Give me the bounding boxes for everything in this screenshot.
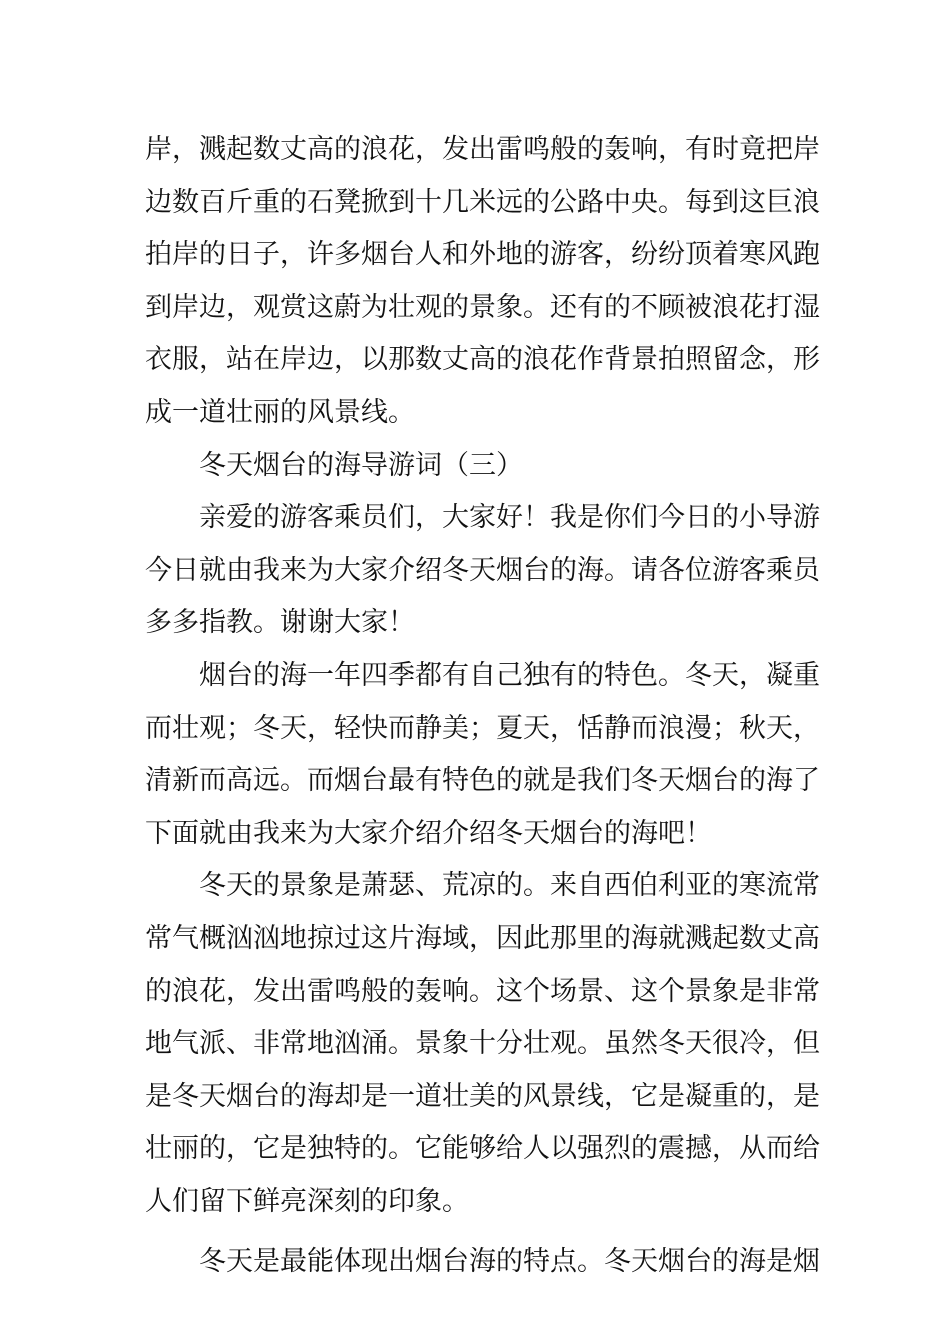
text-line: 清新而高远。而烟台最有特色的就是我们冬天烟台的海了: [145, 765, 820, 797]
text-line: 亲爱的游客乘员们，大家好！我是你们今日的小导游: [199, 502, 820, 534]
text-line: 衣服，站在岸边，以那数丈高的浪花作背景拍照留念，形: [145, 344, 820, 376]
body-text: [145, 124, 820, 1289]
paragraph-gap: [145, 1228, 810, 1236]
text-line: 的浪花，发出雷鸣般的轰响。这个场景、这个景象是非常: [145, 975, 820, 1007]
text-line: 边数百斤重的石凳掀到十几米远的公路中央。每到这巨浪: [145, 186, 820, 218]
text-line: 今日就由我来为大家介绍冬天烟台的海。请各位游客乘员: [145, 554, 820, 586]
text-line: 地气派、非常地汹涌。景象十分壮观。虽然冬天很冷，但: [145, 1028, 820, 1060]
text-line: 下面就由我来为大家介绍介绍冬天烟台的海吧！: [145, 817, 712, 849]
text-line: 岸，溅起数丈高的浪花，发出雷鸣般的轰响，有时竟把岸: [145, 134, 820, 165]
text-line: 是冬天烟台的海却是一道壮美的风景线，它是凝重的，是: [145, 1080, 820, 1112]
text-line: 拍岸的日子，许多烟台人和外地的游客，纷纷顶着寒风跑: [145, 239, 820, 271]
text-line: 多多指教。谢谢大家！: [145, 607, 415, 639]
text-line: 烟台的海一年四季都有自己独有的特色。冬天，凝重: [199, 659, 820, 691]
text-line: 人们留下鲜亮深刻的印象。: [145, 1185, 469, 1217]
text-line: 而壮观；冬天，轻快而静美；夏天，恬静而浪漫；秋天，: [145, 712, 820, 744]
text-line: 常气概汹汹地掠过这片海域，因此那里的海就溅起数丈高: [145, 922, 820, 954]
text-line: 成一道壮丽的风景线。: [145, 396, 415, 428]
section-heading: 冬天烟台的海导游词（三）: [199, 449, 523, 481]
text-line: 冬天的景象是萧瑟、荒凉的。来自西伯利亚的寒流常: [199, 870, 820, 902]
text-line: 壮丽的，它是独特的。它能够给人以强烈的震撼，从而给: [145, 1133, 820, 1165]
text-line: 冬天是最能体现出烟台海的特点。冬天烟台的海是烟: [199, 1246, 820, 1278]
text-line: 到岸边，观赏这蔚为壮观的景象。还有的不顾被浪花打湿: [145, 291, 820, 323]
